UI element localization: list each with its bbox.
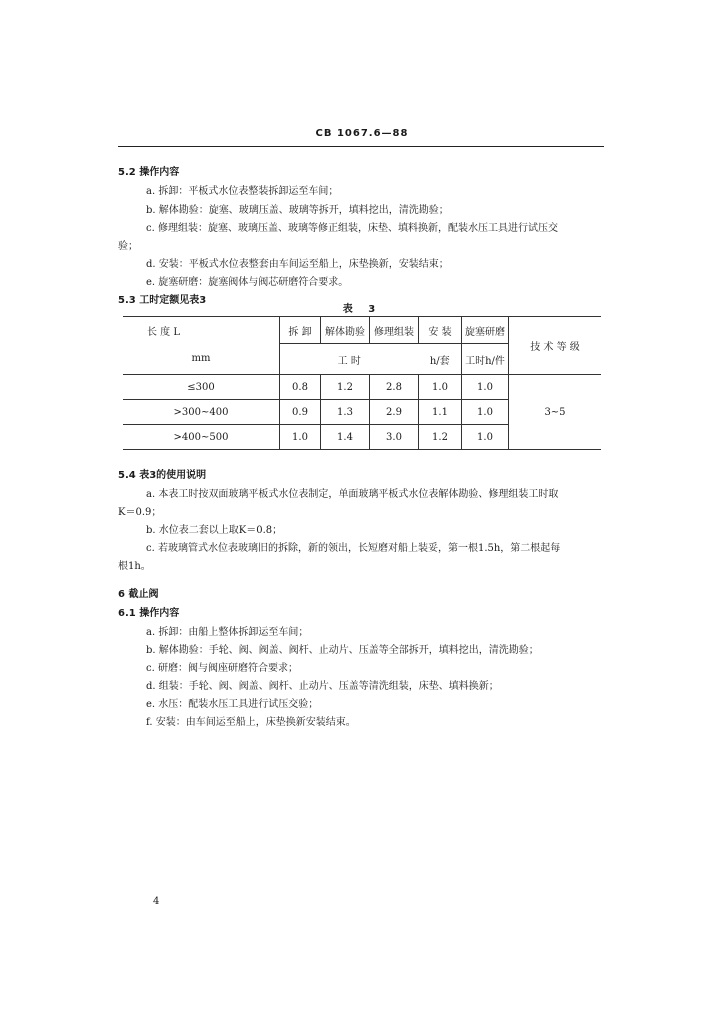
row-1-inspection: 1.2 [321, 375, 370, 400]
row-3-inspection: 1.4 [321, 425, 370, 450]
section-5-2-item-b: b. 解体勘验：旋塞、玻璃压盖、玻璃等拆开，填料挖出，清洗勘验； [146, 205, 449, 216]
row-3-disassembly: 1.0 [280, 425, 321, 450]
row-2-inspection: 1.3 [321, 400, 370, 425]
section-5-4-item-c: c. 若玻璃管式水位表玻璃旧的拆除，新的领出，长短磨对船上装妥，第一根1.5h，第二根起每 [146, 543, 561, 554]
work-hours-table [123, 316, 601, 450]
header-unit-per-set: h/套 [419, 344, 462, 375]
row-3-install: 1.2 [419, 425, 462, 450]
header-col-install: 安 装 [419, 317, 462, 344]
header-unit-per-piece: 工时h/件 [462, 344, 509, 375]
row-2-length: >300~400 [123, 400, 280, 425]
section-5-4-item-a: a. 本表工时按双面玻璃平板式水位表制定，单面玻璃平板式水位表解体勘验、修理组装工时取 [146, 489, 559, 500]
section-6-title: 6 截止阀 [118, 589, 159, 600]
section-5-4-title: 5.4 表3的使用说明 [118, 470, 207, 481]
section-6-1-item-e: e. 水压：配装水压工具进行试压交验； [146, 699, 319, 710]
header-unit-mm: mm [123, 344, 280, 375]
section-5-2-item-d: d. 安装：平板式水位表整套由车间运至船上，床垫换新，安装结束； [146, 259, 449, 270]
header-col-disassembly: 拆 卸 [280, 317, 321, 344]
row-3-grinding: 1.0 [462, 425, 509, 450]
header-col-inspection: 解体勘验 [321, 317, 370, 344]
row-1-install: 1.0 [419, 375, 462, 400]
section-6-1-item-f: f. 安装：由车间运至船上，床垫换新安装结束。 [146, 717, 356, 728]
section-5-2-item-e: e. 旋塞研磨：旋塞阀体与阀芯研磨符合要求。 [146, 277, 349, 288]
section-5-2-item-c-cont: 验； [118, 241, 138, 252]
section-6-1-item-b: b. 解体勘验：手轮、阀、阀盖、阀杆、止动片、压盖等全部拆开，填料挖出，清洗勘验； [146, 645, 539, 656]
section-6-1-item-a: a. 拆卸：由船上整体拆卸运至车间； [146, 627, 309, 638]
page-number: 4 [153, 896, 160, 907]
row-1-disassembly: 0.8 [280, 375, 321, 400]
section-5-4-item-b: b. 水位表二套以上取K＝0.8； [146, 525, 283, 536]
row-1-grinding: 1.0 [462, 375, 509, 400]
section-5-4-item-a-cont: K＝0.9； [118, 507, 162, 518]
row-2-install: 1.1 [419, 400, 462, 425]
header-rule [118, 146, 604, 147]
section-5-2-title: 5.2 操作内容 [118, 167, 180, 178]
section-5-2-item-c: c. 修理组装：旋塞、玻璃压盖、玻璃等修正组装，床垫、填料换新，配装水压工具进行试压交 [146, 223, 558, 234]
section-6-1-item-d: d. 组装：手轮、阀、阀盖、阀杆、止动片、压盖等清洗组装，床垫、填料换新； [146, 681, 499, 692]
section-6-1-item-c: c. 研磨：阀与阀座研磨符合要求； [146, 663, 298, 674]
tech-level-value: 3~5 [509, 375, 602, 450]
section-5-4-item-c-cont: 根1h。 [118, 561, 151, 572]
section-6-1-title: 6.1 操作内容 [118, 608, 180, 619]
section-5-2-item-a: a. 拆卸：平板式水位表整装拆卸运至车间； [146, 186, 339, 197]
row-3-repair: 3.0 [370, 425, 419, 450]
header-length: 长 度 L [123, 317, 280, 344]
row-2-repair: 2.9 [370, 400, 419, 425]
row-1-repair: 2.8 [370, 375, 419, 400]
header-tech-level: 技 术 等 级 [509, 317, 602, 375]
header-unit-time: 工 时 [280, 344, 419, 375]
row-2-grinding: 1.0 [462, 400, 509, 425]
header-col-repair: 修理组装 [370, 317, 419, 344]
row-3-length: >400~500 [123, 425, 280, 450]
row-1-length: ≤300 [123, 375, 280, 400]
row-2-disassembly: 0.9 [280, 400, 321, 425]
header-col-grinding: 旋塞研磨 [462, 317, 509, 344]
table-3-caption: 表 3 [342, 304, 382, 315]
document-code-header: CB 1067.6—88 [315, 128, 409, 139]
section-5-3-title: 5.3 工时定额见表3 [118, 295, 207, 306]
